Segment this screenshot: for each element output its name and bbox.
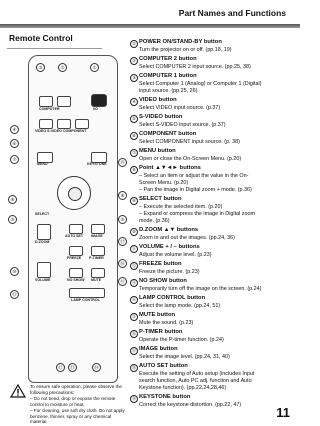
item-desc: Select VIDEO input source. (p.37)	[139, 105, 221, 111]
io-label: I/O	[93, 107, 98, 111]
item-name: AUTO SET button	[139, 363, 188, 369]
item-name: LAMP CONTROL button	[139, 295, 206, 301]
auto-set-button-graphic	[69, 224, 83, 234]
video-button-graphic	[39, 119, 53, 129]
volume-label: VOLUME	[35, 278, 51, 282]
item-number: ⑤	[130, 115, 138, 123]
item-name: MUTE button	[139, 312, 176, 318]
d-zoom-label: D.ZOOM	[35, 240, 50, 244]
item-number: ⑬	[132, 280, 136, 285]
item-desc: – Select an item or adjust the value in the On- Screen Menu. (p.20) – Pan the image in Digital zoom + mode. (p.36)	[139, 173, 252, 193]
no-show-label: NO SHOW	[67, 278, 85, 282]
callout-7: ⑦	[10, 155, 19, 164]
item-name: IMAGE button	[139, 346, 178, 352]
item-name: D.ZOOM ▲▼ buttons	[139, 227, 199, 233]
volume-buttons-graphic	[37, 262, 51, 278]
component-button-graphic	[75, 119, 89, 129]
item-number: ⑨	[130, 197, 138, 205]
callout-8: ⑧	[118, 191, 127, 200]
item-desc: Execute the setting of Auto setup (includes Input search function, Auto PC adj. function and Auto Keystone function). (pp.22,24,28,46)	[139, 371, 255, 391]
p-timer-button-graphic	[91, 246, 105, 256]
item-number: ⑪	[132, 246, 136, 251]
page-number: 11	[276, 405, 290, 420]
callout-2: ②	[58, 63, 67, 72]
item-number: ⑯	[132, 331, 136, 336]
auto-set-label: AUTO SET	[65, 234, 84, 238]
item-number: ⑲	[132, 396, 136, 401]
select-button-graphic	[68, 187, 82, 201]
item-desc: Turn the projector on or off. (pp.18, 19)	[139, 47, 232, 53]
item-desc: Zoom in and out the images. (pp.24, 36)	[139, 235, 235, 241]
callout-9: ⑨	[118, 215, 127, 224]
mute-button-graphic	[91, 268, 105, 278]
item-name: COMPONENT button	[139, 131, 197, 137]
callout-8-left: ⑧	[8, 195, 17, 204]
callout-12: ⑫	[56, 363, 65, 372]
item-desc: Adjust the volume level. (p.23)	[139, 252, 212, 258]
caution-text: To ensure safe operation, please observe the following precautions: – Do not bend, drop or expose the remote control to moisture or heat. – For cleaning, use soft dry cloth. Do not apply benzene, thinner, spray or any chemical material.	[30, 384, 125, 425]
item-name: Point ▲▼◄► buttons	[139, 165, 201, 171]
item-number: ⑩	[130, 228, 138, 236]
remote-body	[28, 55, 118, 383]
item-desc: Mute the sound. (p.23)	[139, 320, 194, 326]
item-number: ③	[130, 74, 138, 82]
callout-14: ⑭	[92, 363, 101, 372]
point-buttons-graphic	[57, 176, 91, 210]
select-label: SELECT	[35, 212, 50, 216]
computer-2-button-graphic	[57, 96, 71, 107]
item-number: ①	[130, 40, 138, 48]
lamp-control-button-graphic	[69, 288, 105, 298]
item-number: ⑱	[132, 365, 136, 370]
item-name: VOLUME + / – buttons	[139, 244, 200, 250]
item-number: ⑮	[132, 314, 136, 319]
callout-16: ⑯	[118, 259, 127, 268]
image-label: IMAGE	[91, 234, 103, 238]
item-name: VIDEO button	[139, 97, 177, 103]
item-number: ⑥	[130, 132, 138, 140]
item-desc: Operate the P-timer function. (p.24)	[139, 337, 224, 343]
item-name: KEYSTONE button	[139, 394, 191, 400]
item-desc: Temporarily turn off the image on the screen. (p.24)	[139, 286, 262, 292]
callout-10: ⑩	[10, 267, 19, 276]
freeze-label: FREEZE	[67, 256, 82, 260]
lamp-control-label: LAMP CONTROL	[71, 298, 100, 302]
item-name: COMPUTER 2 button	[139, 56, 197, 62]
callout-19: ⑲	[118, 158, 127, 167]
callout-6: ⑥	[10, 139, 19, 148]
item-number: ②	[130, 57, 138, 65]
callout-15: ⑮	[118, 277, 127, 286]
item-number: ⑫	[132, 263, 136, 268]
item-desc: Freeze the picture. (p.23)	[139, 269, 200, 275]
video-row-label: VIDEO S-VIDEO COMPONENT	[35, 129, 87, 133]
s-video-button-graphic	[57, 119, 71, 129]
callout-11: ⑪	[10, 290, 19, 299]
callout-13: ⑬	[68, 363, 77, 372]
p-timer-label: P-TIMER	[89, 256, 104, 260]
item-desc: Select Computer 1 (Analog) or Computer 1 (Digital) input source. (pp.25, 26)	[139, 81, 262, 94]
item-name: S-VIDEO button	[139, 114, 183, 120]
item-desc: Select COMPUTER 2 input source. (pp.25, 38)	[139, 64, 251, 70]
warning-triangle-icon	[10, 384, 26, 398]
power-button-graphic	[91, 94, 107, 107]
item-desc: Select the lamp mode. (pp.24, 51)	[139, 303, 221, 309]
item-name: FREEZE button	[139, 261, 182, 267]
callout-17: ⑰	[118, 237, 127, 246]
callout-3: ③	[36, 63, 45, 72]
remote-control-illustration	[6, 55, 126, 385]
item-desc: Open or close the On-Screen Menu. (p.20)	[139, 156, 242, 162]
item-number: ⑦	[130, 149, 138, 157]
computer-1-button-graphic	[39, 96, 53, 107]
menu-label: MENU	[37, 162, 48, 166]
item-desc: Select S-VIDEO input source. (p.37)	[139, 122, 226, 128]
item-desc: Select the image level. (pp.24, 31, 40)	[139, 354, 230, 360]
mute-label: MUTE	[91, 278, 102, 282]
item-number: ⑧	[130, 166, 138, 174]
item-number: ⑰	[132, 348, 136, 353]
header-rule	[0, 24, 300, 28]
no-show-button-graphic	[69, 268, 83, 278]
computer-label: COMPUTER	[39, 107, 60, 111]
callout-1: ①	[90, 63, 99, 72]
item-desc: Select COMPONENT input source. (p. 38)	[139, 139, 240, 145]
d-zoom-buttons-graphic	[37, 224, 51, 240]
section-title: Remote Control	[9, 33, 73, 43]
item-number: ④	[130, 98, 138, 106]
page-header-title: Part Names and Functions	[178, 8, 286, 18]
item-name: P-TIMER button	[139, 329, 183, 335]
item-desc: Correct the keystone distortion. (pp.22, 47)	[139, 402, 242, 408]
item-name: POWER ON/STAND-BY button	[139, 39, 222, 45]
callout-4: ④	[10, 125, 19, 134]
item-name: COMPUTER 1 button	[139, 73, 197, 79]
freeze-button-graphic	[69, 246, 83, 256]
item-number: ⑭	[132, 297, 136, 302]
callout-9-left: ⑨	[8, 215, 17, 224]
section-rule	[7, 48, 102, 49]
item-name: SELECT button	[139, 196, 182, 202]
item-name: MENU button	[139, 148, 176, 154]
image-button-graphic	[91, 224, 105, 234]
item-desc: – Execute the selected item. (p.20) – Expand or compress the image in Digital zoom mode. (p.36)	[139, 204, 255, 224]
keystone-label: KEYSTONE	[87, 162, 107, 166]
item-name: NO SHOW button	[139, 278, 187, 284]
